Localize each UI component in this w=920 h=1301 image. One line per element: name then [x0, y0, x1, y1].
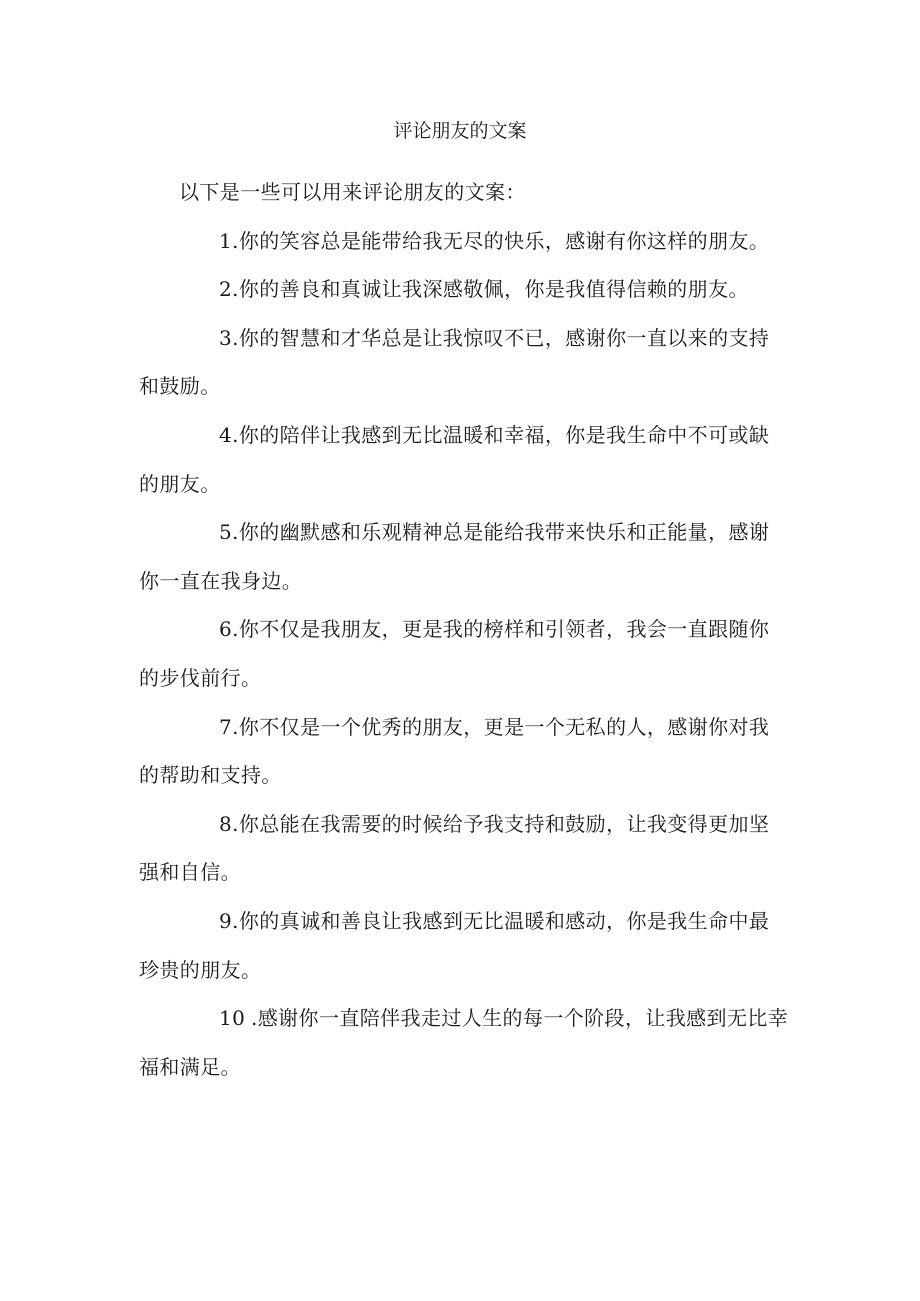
item-number: 5	[219, 520, 233, 545]
item-text: .你的笑容总是能带给我无尽的快乐，感谢有你这样的朋友。	[232, 228, 770, 253]
item-number: 1	[219, 228, 233, 253]
item-text: .感谢你一直陪伴我走过人生的每一个阶段，让我感到无比幸福和满足。	[139, 1006, 789, 1079]
item-number: 3	[219, 325, 233, 350]
item-text: .你的幽默感和乐观精神总是能给我带来快乐和正能量，感谢你一直在我身边。	[139, 520, 770, 593]
list-item	[139, 508, 789, 605]
item-number: 4	[219, 422, 233, 447]
list-item	[139, 605, 789, 702]
list-item	[139, 800, 789, 897]
item-number: 6	[219, 617, 233, 642]
item-text: .你不仅是一个优秀的朋友，更是一个无私的人，感谢你对我的帮助和支持。	[139, 714, 770, 788]
item-number: 7	[219, 714, 233, 739]
item-text: .你的陪伴让我感到无比温暖和幸福，你是我生命中不可或缺的朋友。	[139, 422, 770, 496]
item-text: .你不仅是我朋友，更是我的榜样和引领者，我会一直跟随你的步伐前行。	[139, 617, 770, 690]
list-item	[139, 314, 789, 411]
list-item	[139, 411, 789, 508]
item-number: 10	[219, 1006, 246, 1031]
list-item	[139, 265, 789, 314]
item-text: .你的智慧和才华总是让我惊叹不已，感谢你一直以来的支持和鼓励。	[139, 325, 770, 399]
item-number: 2	[219, 277, 233, 302]
list-item	[139, 897, 789, 994]
item-text: .你总能在我需要的时候给予我支持和鼓励，让我变得更加坚强和自信。	[139, 811, 770, 885]
item-text: .你的真诚和善良让我感到无比温暖和感动，你是我生命中最珍贵的朋友。	[139, 908, 770, 982]
document-body	[139, 168, 789, 1091]
document-title: 评论朋友的文案	[393, 120, 527, 142]
list-item	[139, 703, 789, 800]
list-item	[139, 217, 789, 266]
item-number: 8	[219, 811, 233, 836]
item-text: .你的善良和真诚让我深感敬佩，你是我值得信赖的朋友。	[232, 277, 749, 302]
list-item	[139, 994, 789, 1091]
item-number: 9	[219, 908, 233, 933]
intro-paragraph: 以下是一些可以用来评论朋友的文案：	[179, 180, 526, 204]
